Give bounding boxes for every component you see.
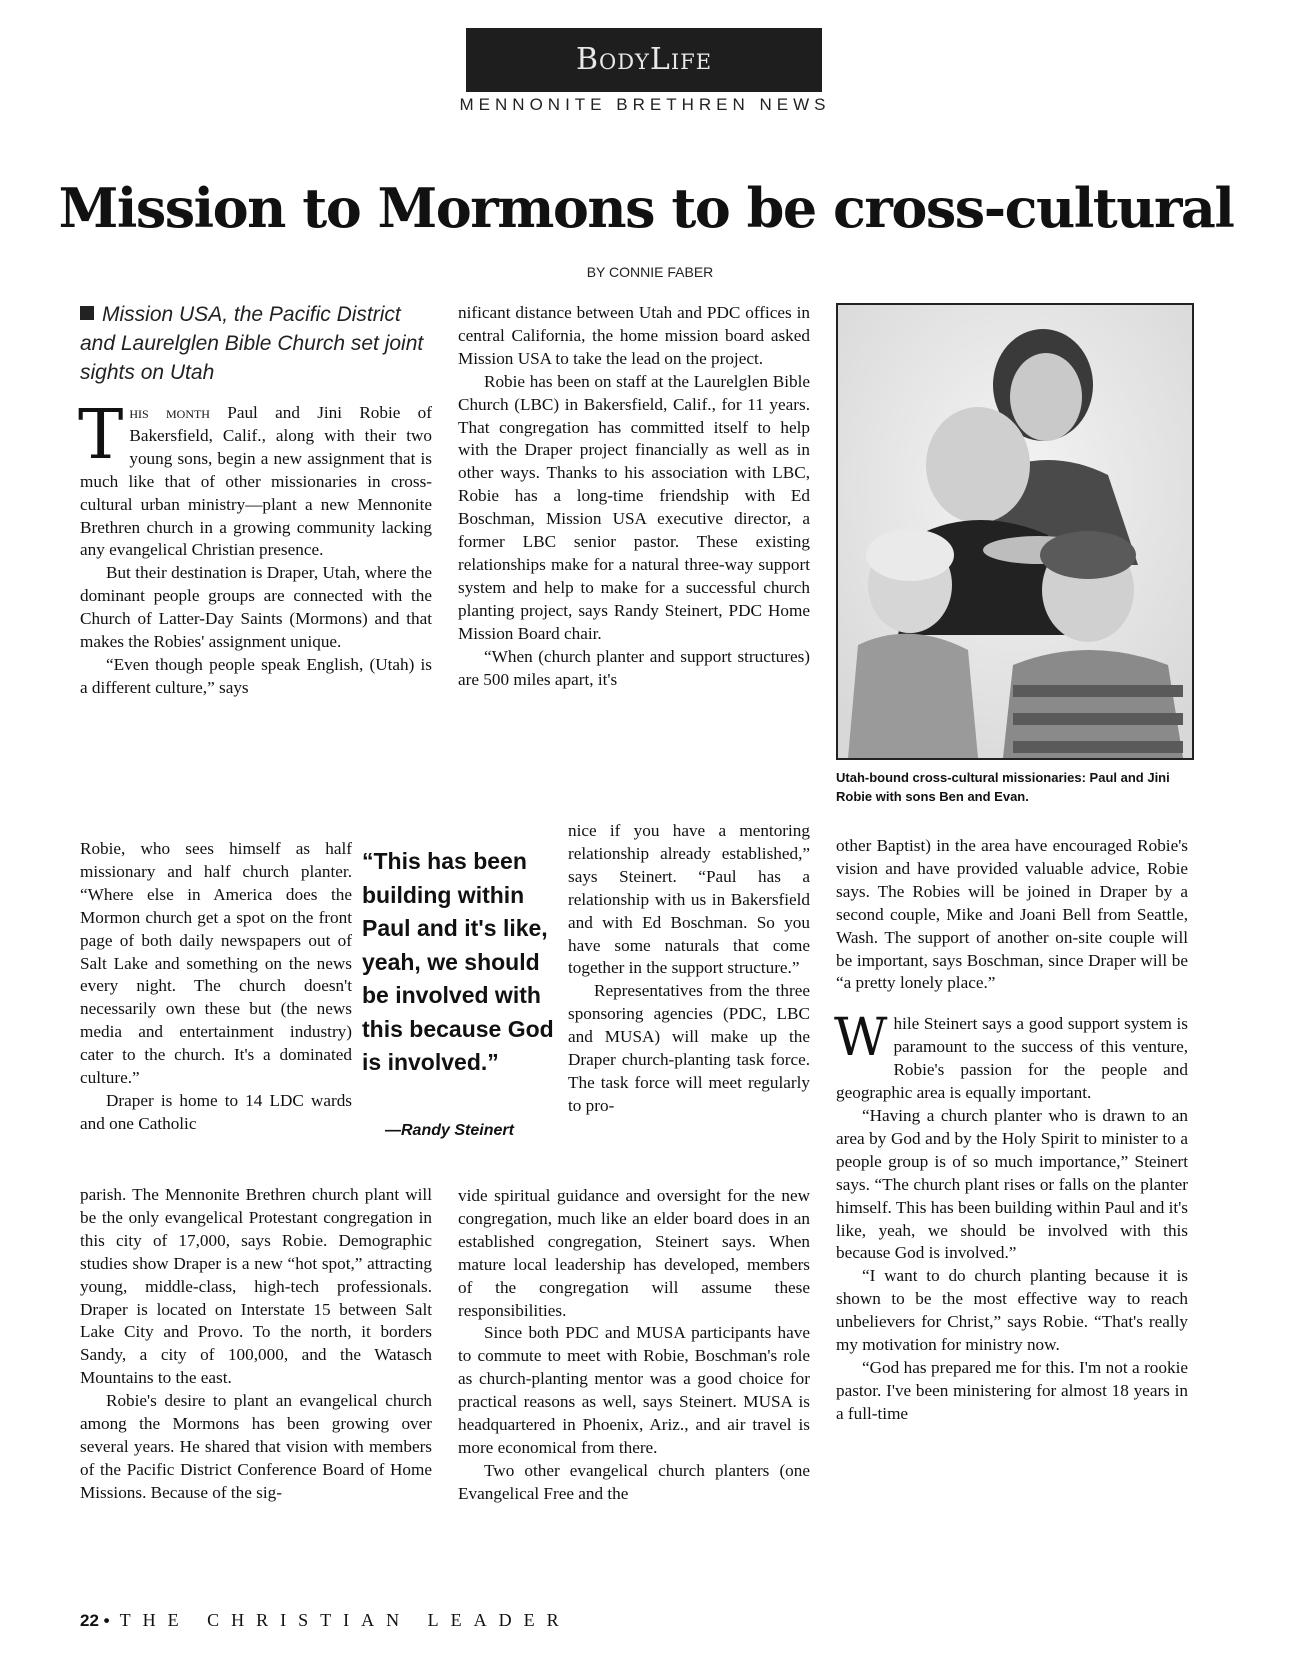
paragraph: Robie, who sees himself as half missionary and half church planter. “Where else in America does the Mormon church get a spot on the front page of both daily newspapers out of Salt Lake and something on the news every night. The church doesn't necessarily own these but (the news media and entertainment industry) cater to the church. It's a dominated culture.” <box>80 839 352 1088</box>
paragraph: “God has prepared me for this. I'm not a rookie pastor. I've been ministering for almost 18 years in a full-time <box>836 1357 1188 1423</box>
paragraph: other Baptist) in the area have encouraged Robie's vision and have provided valuable advice, Robie says. The Robies will be joined in Draper by a second couple, Mike and Joani Bell from Seattle, Wash. The support of another on-site couple will be important, says Boschman, since Draper will be “a pretty lonely place.” <box>836 836 1188 993</box>
paragraph: “Having a church planter who is drawn to an area by God and by the Holy Spirit to minister to a people group is of so much importance,” Steinert says. “The church plant rises or falls on the planter himself. This has been building within Paul and it's like, yeah, we should be involved with this because God is involved.” <box>836 1105 1188 1263</box>
family-photo <box>836 303 1194 760</box>
article-deck <box>80 300 432 387</box>
article-byline: BY CONNIE FABER <box>586 264 714 280</box>
column-2-middle <box>568 820 810 1118</box>
pull-quote: “This has been building within Paul and it's like, yeah, we should be involved with this because God is involved.” <box>362 848 554 1075</box>
article-headline: Mission to Mormons to be cross-cultural <box>58 176 1234 240</box>
dropcap-paragraph-text: hile Steinert says a good support system is paramount to the success of this venture, Robie's passion for the people and geographic area is equally important. <box>836 1014 1188 1103</box>
paragraph-dropcap <box>834 1008 1188 1105</box>
family-photo-illustration <box>838 305 1192 758</box>
dropcap: T <box>78 396 124 475</box>
pull-quote-attribution: —Randy Steinert <box>385 1122 514 1139</box>
paragraph: “Even though people speak English, (Utah) is a different culture,” says <box>80 654 432 697</box>
column-2-top <box>458 302 810 691</box>
bullet-square-icon <box>80 306 94 320</box>
column-2-bottom <box>458 1185 810 1506</box>
column-3 <box>836 835 1188 1426</box>
photo-caption: Utah-bound cross-cultural missionaries: Paul and Jini Robie with sons Ben and Evan. <box>836 770 1170 804</box>
paragraph: nificant distance between Utah and PDC offices in central California, the home mission board asked Mission USA to take the lead on the project. <box>458 303 810 368</box>
paragraph: parish. The Mennonite Brethren church plant will be the only evangelical Protestant congregation in this city of 17,000, says Robie. Demographic studies show Draper is a new “hot spot,” attracting young, middle-class, high-tech professionals. Draper is located on Interstate 15 between Salt Lake City and Provo. To the north, it borders Sandy, a city of 100,000, and the Watasch Mountains to the east. <box>80 1185 432 1388</box>
paragraph: Two other evangelical church planters (one Evangelical Free and the <box>458 1460 810 1503</box>
paragraph: nice if you have a mentoring relationship already established,” says Steinert. “Paul has a relationship with us in Bakersfield and with Ed Boschman. So you have some naturals that come together in the support structure.” <box>568 821 810 978</box>
lead-smallcaps: his month <box>129 403 210 422</box>
deck-text: Mission USA, the Pacific District and Laurelglen Bible Church set joint sights on Utah <box>80 303 424 384</box>
publication-name: THE CHRISTIAN LEADER <box>119 1610 571 1630</box>
paragraph: But their destination is Draper, Utah, where the dominant people groups are connected with the Church of Latter-Day Saints (Mormons) and that makes the Robies' assignment unique. <box>80 563 432 652</box>
paragraph: Robie's desire to plant an evangelical church among the Mormons has been growing over several years. He shared that vision with members of the Pacific District Conference Board of Home Missions. Because of the sig- <box>80 1391 432 1502</box>
column-1-middle <box>80 838 352 1136</box>
paragraph-lead <box>78 396 432 562</box>
section-subtitle: MENNONITE BRETHREN NEWS <box>459 95 831 114</box>
page-number: 22 • <box>80 1611 110 1630</box>
dropcap: W <box>834 1008 888 1069</box>
paragraph: vide spiritual guidance and oversight for the new congregation, much like an elder board does in an established congregation, Steinert says. When mature local leadership has developed, members of the congregation will assume these responsibilities. <box>458 1186 810 1320</box>
page-footer <box>80 1610 780 1631</box>
column-1-bottom <box>80 1184 432 1505</box>
paragraph: Representatives from the three sponsoring agencies (PDC, LBC and MUSA) will make up the Draper church-planting task force. The task force will meet regularly to pro- <box>568 981 810 1115</box>
column-1-top <box>78 396 432 700</box>
section-banner <box>466 28 822 92</box>
paragraph: Robie has been on staff at the Laurelglen Bible Church (LBC) in Bakersfield, Calif., for 11 years. That congregation has committed itself to help with the Draper project financially as well as in other ways. Thanks to his association with LBC, Robie has a long-time friendship with Ed Boschman, Mission USA executive director, a former LBC senior pastor. These existing relationships make for a natural three-way support system and help to make for a successful church planting project, says Randy Steinert, PDC Home Mission Board chair. <box>458 371 810 643</box>
section-title: BodyLife <box>575 42 713 77</box>
lead-text: Paul and Jini Robie of Bakersfield, Calif., along with their two young sons, begin a new assignment that is much like that of other missionaries in cross-cultural urban ministry—plant a new Mennonite Brethren church in a growing community lacking any evangelical Christian presence. <box>80 403 432 560</box>
paragraph: Since both PDC and MUSA participants have to commute to meet with Robie, Boschman's role as church-planting mentor was a good choice for practical reasons as well, says Steinert. MUSA is headquartered in Phoenix, Ariz., and air travel is more economical from there. <box>458 1323 810 1457</box>
paragraph: “When (church planter and support structures) are 500 miles apart, it's <box>458 646 810 689</box>
paragraph: Draper is home to 14 LDC wards and one Catholic <box>80 1090 352 1133</box>
paragraph: “I want to do church planting because it is shown to be the most effective way to reach unbelievers for Christ,” says Robie. “That's really my motivation for ministry now. <box>836 1266 1188 1355</box>
